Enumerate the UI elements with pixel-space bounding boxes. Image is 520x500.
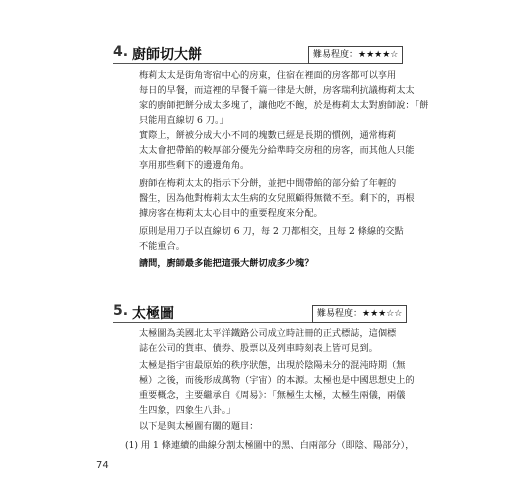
text-line: 以下是與太極圖有關的題目： <box>139 421 259 432</box>
text-line: 醫生，因為他對梅莉太太生病的女兒照顧得無微不至。剩下的，再根 <box>139 193 415 204</box>
difficulty-badge: 難易程度：★★★★☆ <box>308 46 403 64</box>
text-line: 太極是指宇宙最原始的秩序狀態，出現於陰陽未分的混沌時期（無 <box>139 360 406 371</box>
section-number: 5. <box>113 303 129 319</box>
section-number: 4. <box>113 44 129 60</box>
paragraph <box>139 224 402 254</box>
text-line: 太太會把帶餡的較厚部分優先分給準時交房租的房客，而其他人只能 <box>139 145 415 156</box>
text-line: 據房客在梅莉太太心目中的重要程度來分配。 <box>139 208 323 219</box>
text-line: 原則是用刀子以直線切 6 刀，每 2 刀都相交，且每 2 條線的交點 <box>139 226 404 237</box>
text-line: (1) 用 1 條連續的曲線分割太極圖中的黑、白兩部分（即陰、陽部分）， <box>125 440 415 451</box>
text-line: 梅莉太太是街角寄宿中心的房東，住宿在裡面的房客都可以享用 <box>139 70 397 81</box>
text-line: 極）之後，而後形成萬物（宇宙）的本源。太極也是中國思想史上的 <box>139 375 415 386</box>
paragraph <box>139 326 402 356</box>
difficulty-badge: 難易程度：★★★☆☆ <box>312 305 407 323</box>
paragraph <box>139 358 415 418</box>
question-line: 請問，廚師最多能把這張大餅切成多少塊？ <box>139 258 314 269</box>
page-number: 74 <box>96 460 109 471</box>
text-line: 只能用直線切 6 刀。」 <box>139 115 229 126</box>
paragraph <box>139 419 402 434</box>
text-line: 生四象，四象生八卦。」 <box>139 405 236 416</box>
paragraph <box>125 438 415 453</box>
text-line: 家的廚師把餅分成太多塊了，讓他吃不飽，於是梅莉太太對廚師說：「餅 <box>139 100 429 111</box>
text-line: 誌在公司的貨車、債券、股票以及列車時刻表上皆可見到。 <box>139 343 378 354</box>
paragraph <box>139 128 415 173</box>
section-title: 廚師切大餅 <box>132 47 202 63</box>
paragraph <box>139 68 429 128</box>
text-line: 實際上，餅被分成大小不同的塊數已經是長期的慣例，通常梅莉 <box>139 130 397 141</box>
question-text <box>139 256 402 271</box>
text-line: 太極圖為美國北太平洋鐵路公司成立時註冊的正式標誌，這個標 <box>139 328 397 339</box>
text-line: 享用那些剩下的邊邊角角。 <box>139 160 250 171</box>
text-line: 重要概念，主要繼承自《周易》：「無極生太極，太極生兩儀，兩儀 <box>139 390 406 401</box>
paragraph <box>139 176 415 221</box>
section-title: 太極圖 <box>132 306 174 322</box>
text-line: 不能重合。 <box>139 241 185 252</box>
text-line: 每日的早餐，而這裡的早餐千篇一律是大餅，房客瑞利抗議梅莉太太 <box>139 85 415 96</box>
text-line: 廚師在梅莉太太的指示下分餅，並把中間帶餡的部分給了年輕的 <box>139 178 397 189</box>
